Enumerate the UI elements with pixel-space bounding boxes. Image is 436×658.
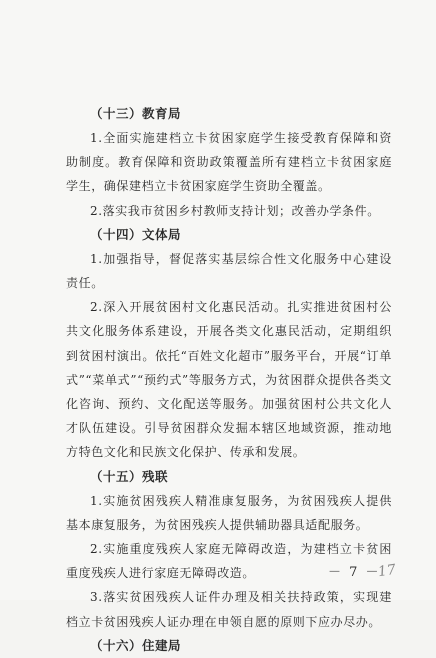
section-heading: （十三）教育局	[90, 106, 182, 121]
section-education-bureau	[66, 102, 392, 223]
page-number: － 7 －	[328, 565, 381, 580]
paragraph: 1.加强指导，督促落实基层综合性文化服务中心建设责任。	[66, 251, 392, 291]
section-heading: （十五）残联	[90, 468, 169, 484]
section-disabled-persons-federation	[66, 465, 392, 634]
paragraph: 2.落实我市贫困乡村教师支持计划；改善办学条件。	[90, 203, 380, 218]
paragraph: 2.实施重度残疾人家庭无障碍改造，为建档立卡贫困重度残疾人进行家庭无障碍改造。	[66, 542, 392, 581]
section-heading: （十四）文体局	[90, 226, 182, 242]
paragraph: 1.全面实施建档立卡贫困家庭学生接受教育保障和资助制度。教育保障和资助政策覆盖所有建档立卡贫困家庭学生，确保建档立卡贫困家庭学生资助全覆盖。	[66, 131, 392, 194]
paragraph: 3.落实贫困残疾人证件办理及相关扶持政策，实现建档立卡贫困残疾人证办理在申领自愿的原则下应办尽办。	[66, 590, 392, 629]
section-housing-construction-bureau	[66, 634, 392, 658]
section-culture-sports-bureau	[66, 223, 392, 465]
section-heading: （十六）住建局	[90, 637, 182, 653]
paragraph: 1.实施贫困残疾人精准康复服务，为贫困残疾人提供基本康复服务，为贫困残疾人提供辅助器具适配服务。	[66, 493, 392, 532]
paragraph: 2.深入开展贫困村文化惠民活动。扎实推进贫困村公共文化服务体系建设，开展各类文化惠民活动，定期组织到贫困村演出。依托“百姓文化超市”服务平台，开展“订单式”“菜单式”“预约式”等服务方式，为贫困群众提供各类文化咨询、预约、文化配送等服务。加强贫困村公共文化人才队伍建设。引导贫困群众发掘本辖区地域资源，推动地方特色文化和民族文化保护、传承和发展。	[66, 300, 392, 460]
handwritten-page-mark: 17	[376, 561, 397, 581]
